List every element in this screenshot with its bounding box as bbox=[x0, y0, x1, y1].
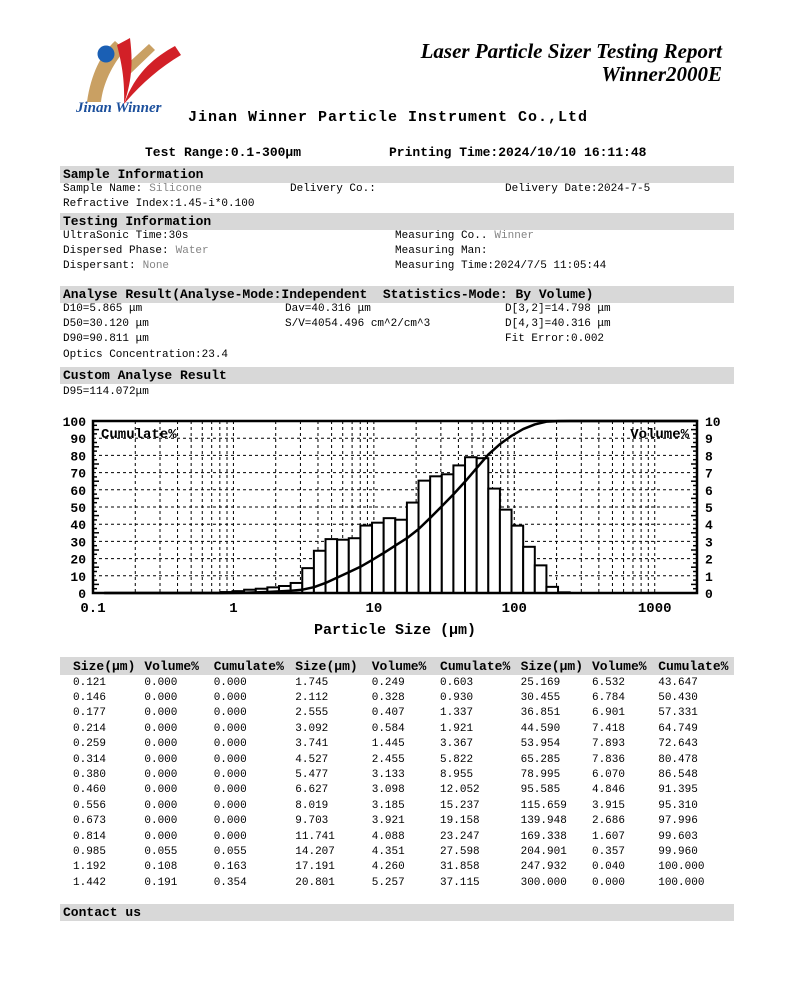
table-cell: 30.455 bbox=[520, 692, 561, 705]
table-cell: 1.607 bbox=[591, 830, 625, 843]
size-distribution-table-body bbox=[60, 675, 734, 890]
right-axis-tick: 10 bbox=[705, 415, 721, 430]
measuring-co: Measuring Co.. Winner bbox=[395, 230, 535, 242]
analyse-sv: S/V=4054.496 cm^2/cm^3 bbox=[285, 318, 431, 330]
table-cell: 86.548 bbox=[658, 769, 698, 782]
table-cell: 1.445 bbox=[371, 738, 405, 751]
volume-bar bbox=[395, 520, 407, 593]
table-cell: 3.921 bbox=[371, 815, 405, 828]
table-cell: 0.000 bbox=[144, 799, 178, 812]
table-cell: 0.000 bbox=[144, 692, 178, 705]
table-cell: 80.478 bbox=[658, 753, 698, 766]
table-row bbox=[60, 783, 734, 798]
table-cell: 0.814 bbox=[73, 830, 107, 843]
section-analyse-result: Analyse Result(Analyse-Mode:Independent Statistics-Mode: By Volume) bbox=[60, 286, 734, 303]
x-axis-tick: 100 bbox=[501, 601, 527, 617]
table-cell: 139.948 bbox=[520, 815, 567, 828]
table-cell: 0.259 bbox=[73, 738, 107, 751]
table-cell: 1.921 bbox=[440, 722, 474, 735]
table-row bbox=[60, 798, 734, 813]
table-cell: 0.357 bbox=[591, 845, 625, 858]
table-cell: 2.455 bbox=[371, 753, 405, 766]
table-cell: 5.822 bbox=[440, 753, 474, 766]
table-cell: 247.932 bbox=[520, 861, 567, 874]
table-cell: 0.000 bbox=[144, 769, 178, 782]
table-cell: 0.380 bbox=[73, 769, 107, 782]
table-cell: 20.801 bbox=[295, 876, 335, 889]
chart-volume-bars bbox=[221, 457, 570, 593]
col-header-size-3: Size(μm) bbox=[508, 657, 579, 675]
left-axis-tick: 70 bbox=[70, 466, 86, 482]
table-cell: 0.000 bbox=[213, 799, 247, 812]
section-custom-analyse-result: Custom Analyse Result bbox=[60, 367, 734, 384]
volume-bar bbox=[442, 474, 454, 593]
x-axis-tick: 10 bbox=[365, 601, 383, 617]
table-cell: 0.000 bbox=[213, 784, 247, 797]
table-cell: 97.996 bbox=[658, 815, 698, 828]
table-cell: 100.000 bbox=[658, 876, 705, 889]
table-cell: 4.351 bbox=[371, 845, 405, 858]
table-cell: 15.237 bbox=[440, 799, 480, 812]
analyse-d43: D[4,3]=40.316 μm bbox=[505, 318, 611, 330]
analyse-d10: D10=5.865 μm bbox=[63, 303, 143, 315]
table-cell: 0.000 bbox=[213, 692, 247, 705]
table-cell: 6.532 bbox=[591, 676, 625, 689]
table-row bbox=[60, 829, 734, 844]
table-row bbox=[60, 844, 734, 859]
table-cell: 1.192 bbox=[73, 861, 107, 874]
table-row bbox=[60, 752, 734, 767]
volume-bar bbox=[419, 481, 431, 593]
table-cell: 11.741 bbox=[295, 830, 335, 843]
table-cell: 7.418 bbox=[591, 722, 625, 735]
table-cell: 7.836 bbox=[591, 753, 625, 766]
col-header-volume-3: Volume% bbox=[579, 657, 645, 675]
table-cell: 0.000 bbox=[213, 676, 247, 689]
company-name: Jinan Winner Particle Instrument Co.,Ltd bbox=[188, 109, 589, 126]
section-testing-information: Testing Information bbox=[60, 213, 734, 230]
left-axis-tick: 90 bbox=[70, 432, 86, 448]
table-cell: 3.367 bbox=[440, 738, 474, 751]
table-cell: 0.191 bbox=[144, 876, 178, 889]
table-cell: 23.247 bbox=[440, 830, 480, 843]
table-cell: 0.000 bbox=[213, 815, 247, 828]
table-cell: 3.133 bbox=[371, 769, 405, 782]
table-cell: 19.158 bbox=[440, 815, 480, 828]
x-axis-label: Particle Size (μm) bbox=[313, 622, 477, 639]
brand-name: Jinan Winner bbox=[76, 100, 162, 116]
delivery-co: Delivery Co.: bbox=[290, 183, 383, 196]
sample-name-value: Silicone bbox=[149, 183, 203, 195]
left-axis-tick: 30 bbox=[70, 535, 86, 551]
table-cell: 1.745 bbox=[295, 676, 329, 689]
table-cell: 53.954 bbox=[520, 738, 561, 751]
table-cell: 0.163 bbox=[213, 861, 247, 874]
table-cell: 6.901 bbox=[591, 707, 625, 720]
right-axis-tick: 4 bbox=[705, 518, 713, 534]
table-cell: 65.285 bbox=[520, 753, 561, 766]
col-header-size-1: Size(μm) bbox=[60, 657, 131, 675]
col-header-size-2: Size(μm) bbox=[282, 657, 358, 675]
table-cell: 0.000 bbox=[144, 707, 178, 720]
table-cell: 0.000 bbox=[144, 753, 178, 766]
table-cell: 0.146 bbox=[73, 692, 107, 705]
table-cell: 0.000 bbox=[213, 769, 247, 782]
col-header-volume-2: Volume% bbox=[359, 657, 427, 675]
left-axis-tick: 50 bbox=[70, 501, 86, 516]
table-cell: 2.112 bbox=[295, 692, 329, 705]
right-axis-tick: 0 bbox=[705, 587, 713, 602]
table-cell: 99.603 bbox=[658, 830, 698, 843]
particle-size-chart bbox=[0, 408, 794, 643]
table-cell: 0.584 bbox=[371, 722, 405, 735]
table-cell: 8.955 bbox=[440, 769, 474, 782]
table-cell: 6.627 bbox=[295, 784, 329, 797]
table-cell: 0.000 bbox=[144, 676, 178, 689]
table-cell: 37.115 bbox=[440, 876, 480, 889]
table-cell: 0.407 bbox=[371, 707, 405, 720]
table-cell: 3.185 bbox=[371, 799, 405, 812]
left-axis-tick: 10 bbox=[70, 569, 86, 585]
printing-time: Printing Time:2024/10/10 16:11:48 bbox=[389, 145, 647, 160]
col-header-cumulate-3: Cumulate% bbox=[645, 657, 734, 675]
left-axis-tick: 80 bbox=[70, 449, 86, 465]
table-cell: 4.088 bbox=[371, 830, 405, 843]
table-row bbox=[60, 875, 734, 890]
col-header-cumulate-1: Cumulate% bbox=[201, 657, 283, 675]
table-cell: 0.000 bbox=[144, 784, 178, 797]
table-cell: 0.177 bbox=[73, 707, 107, 720]
volume-bar bbox=[360, 526, 372, 593]
section-sample-information: Sample Information bbox=[60, 166, 734, 183]
table-row bbox=[60, 737, 734, 752]
right-axis-tick: 2 bbox=[705, 552, 713, 568]
company-logo bbox=[75, 28, 185, 104]
logo-red-right-shape bbox=[124, 46, 181, 104]
report-title: Laser Particle Sizer Testing Report bbox=[420, 39, 722, 63]
table-cell: 95.310 bbox=[658, 799, 698, 812]
dispersed-phase: Dispersed Phase: Water bbox=[63, 245, 209, 257]
table-cell: 0.000 bbox=[213, 830, 247, 843]
table-cell: 5.477 bbox=[295, 769, 329, 782]
table-cell: 0.000 bbox=[591, 876, 625, 889]
table-cell: 0.055 bbox=[144, 845, 178, 858]
table-cell: 6.070 bbox=[591, 769, 625, 782]
table-header-row bbox=[60, 657, 734, 675]
section-contact-us: Contact us bbox=[60, 904, 734, 921]
table-row bbox=[60, 721, 734, 736]
x-axis-tick: 1000 bbox=[637, 601, 672, 617]
table-cell: 64.749 bbox=[658, 722, 698, 735]
table-cell: 17.191 bbox=[295, 861, 335, 874]
table-cell: 0.354 bbox=[213, 876, 247, 889]
table-cell: 0.000 bbox=[213, 722, 247, 735]
volume-bar bbox=[500, 510, 512, 593]
table-cell: 0.249 bbox=[371, 676, 405, 689]
table-cell: 169.338 bbox=[520, 830, 567, 843]
right-axis-tick: 6 bbox=[705, 483, 713, 499]
col-header-volume-1: Volume% bbox=[131, 657, 200, 675]
table-cell: 6.784 bbox=[591, 692, 625, 705]
table-cell: 3.098 bbox=[371, 784, 405, 797]
volume-bar bbox=[477, 458, 489, 593]
left-axis-label: Cumulate% bbox=[101, 427, 177, 443]
table-cell: 3.092 bbox=[295, 722, 329, 735]
analyse-fit-error: Fit Error:0.002 bbox=[505, 333, 605, 345]
volume-bar bbox=[465, 457, 477, 593]
table-cell: 57.331 bbox=[658, 707, 698, 720]
right-axis-tick: 9 bbox=[705, 432, 713, 448]
table-cell: 4.846 bbox=[591, 784, 625, 797]
table-cell: 36.851 bbox=[520, 707, 561, 720]
col-header-cumulate-2: Cumulate% bbox=[427, 657, 508, 675]
table-cell: 0.328 bbox=[371, 692, 405, 705]
table-cell: 8.019 bbox=[295, 799, 329, 812]
dispersant-value: None bbox=[142, 260, 170, 272]
analyse-d50: D50=30.120 μm bbox=[63, 318, 149, 330]
table-cell: 99.960 bbox=[658, 845, 698, 858]
table-cell: 95.585 bbox=[520, 784, 561, 797]
analyse-d90: D90=90.811 μm bbox=[63, 333, 149, 345]
table-cell: 14.207 bbox=[295, 845, 335, 858]
table-cell: 27.598 bbox=[440, 845, 480, 858]
table-cell: 31.858 bbox=[440, 861, 480, 874]
table-cell: 0.603 bbox=[440, 676, 474, 689]
table-cell: 43.647 bbox=[658, 676, 698, 689]
logo-blue-dot bbox=[98, 46, 115, 63]
right-axis-tick: 3 bbox=[705, 535, 713, 551]
volume-bar bbox=[523, 547, 535, 593]
table-cell: 91.395 bbox=[658, 784, 698, 797]
table-cell: 0.556 bbox=[73, 799, 107, 812]
custom-d95: D95=114.072μm bbox=[63, 386, 149, 398]
table-cell: 0.460 bbox=[73, 784, 107, 797]
volume-bar bbox=[337, 540, 349, 593]
table-row bbox=[60, 814, 734, 829]
analyse-dav: Dav=40.316 μm bbox=[285, 303, 371, 315]
table-cell: 72.643 bbox=[658, 738, 698, 751]
table-row bbox=[60, 767, 734, 782]
volume-bar bbox=[488, 489, 500, 593]
instrument-model: Winner2000E bbox=[601, 62, 722, 86]
table-cell: 300.000 bbox=[520, 876, 567, 889]
size-distribution-table bbox=[60, 657, 734, 890]
left-axis-tick: 20 bbox=[70, 552, 86, 568]
volume-bar bbox=[535, 565, 547, 593]
x-axis-tick: 0.1 bbox=[80, 601, 106, 617]
right-axis-tick: 5 bbox=[705, 501, 713, 516]
left-axis-tick: 0 bbox=[78, 587, 86, 602]
table-cell: 0.121 bbox=[73, 676, 107, 689]
table-cell: 0.930 bbox=[440, 692, 474, 705]
table-cell: 25.169 bbox=[520, 676, 561, 689]
ultrasonic-time: UltraSonic Time:30s bbox=[63, 230, 189, 242]
volume-bar bbox=[326, 539, 338, 593]
table-cell: 0.673 bbox=[73, 815, 107, 828]
table-cell: 78.995 bbox=[520, 769, 561, 782]
measuring-man: Measuring Man: bbox=[395, 245, 488, 257]
table-cell: 7.893 bbox=[591, 738, 625, 751]
left-axis-tick: 60 bbox=[70, 483, 86, 499]
volume-bar bbox=[512, 526, 524, 593]
table-cell: 0.985 bbox=[73, 845, 107, 858]
measuring-co-value: Winner bbox=[494, 230, 535, 242]
table-cell: 4.260 bbox=[371, 861, 405, 874]
table-cell: 1.337 bbox=[440, 707, 474, 720]
delivery-co-value bbox=[376, 183, 383, 195]
x-axis-tick: 1 bbox=[229, 601, 238, 617]
right-axis-tick: 7 bbox=[705, 466, 713, 482]
table-cell: 0.214 bbox=[73, 722, 107, 735]
table-cell: 5.257 bbox=[371, 876, 405, 889]
right-axis-tick: 8 bbox=[705, 449, 713, 465]
table-cell: 1.442 bbox=[73, 876, 107, 889]
table-cell: 0.000 bbox=[213, 738, 247, 751]
volume-bar bbox=[430, 476, 442, 593]
table-cell: 9.703 bbox=[295, 815, 329, 828]
table-cell: 0.000 bbox=[144, 738, 178, 751]
table-cell: 0.314 bbox=[73, 753, 107, 766]
left-axis-tick: 40 bbox=[70, 518, 86, 534]
table-cell: 0.055 bbox=[213, 845, 247, 858]
analyse-d32: D[3,2]=14.798 μm bbox=[505, 303, 611, 315]
left-axis-tick: 100 bbox=[62, 415, 86, 430]
table-cell: 50.430 bbox=[658, 692, 698, 705]
sample-name: Sample Name: Silicone bbox=[63, 183, 203, 195]
table-cell: 0.000 bbox=[144, 830, 178, 843]
test-range: Test Range:0.1-300μm bbox=[145, 145, 302, 160]
table-cell: 2.686 bbox=[591, 815, 625, 828]
table-cell: 3.915 bbox=[591, 799, 625, 812]
volume-bar bbox=[384, 518, 396, 593]
table-cell: 0.000 bbox=[213, 753, 247, 766]
delivery-date: Delivery Date:2024-7-5 bbox=[505, 183, 651, 195]
right-axis-tick: 1 bbox=[705, 569, 713, 585]
table-row bbox=[60, 860, 734, 875]
right-axis-label: Volume% bbox=[630, 427, 689, 443]
table-cell: 0.000 bbox=[144, 815, 178, 828]
table-cell: 0.000 bbox=[144, 722, 178, 735]
table-cell: 4.527 bbox=[295, 753, 329, 766]
volume-bar bbox=[407, 503, 419, 593]
dispersed-phase-value: Water bbox=[175, 245, 209, 257]
dispersant: Dispersant: None bbox=[63, 260, 170, 272]
table-cell: 2.555 bbox=[295, 707, 329, 720]
table-cell: 0.040 bbox=[591, 861, 625, 874]
refractive-index: Refractive Index:1.45-i*0.100 bbox=[63, 198, 255, 210]
table-row bbox=[60, 675, 734, 690]
table-cell: 0.000 bbox=[213, 707, 247, 720]
table-cell: 100.000 bbox=[658, 861, 705, 874]
table-row bbox=[60, 690, 734, 705]
table-cell: 12.052 bbox=[440, 784, 480, 797]
table-cell: 3.741 bbox=[295, 738, 329, 751]
report-title-block bbox=[421, 40, 722, 86]
table-cell: 204.901 bbox=[520, 845, 567, 858]
table-row bbox=[60, 706, 734, 721]
table-cell: 0.108 bbox=[144, 861, 178, 874]
volume-bar bbox=[349, 538, 361, 593]
analyse-optics-concentration: Optics Concentration:23.4 bbox=[63, 349, 229, 361]
table-cell: 115.659 bbox=[520, 799, 567, 812]
table-cell: 44.590 bbox=[520, 722, 561, 735]
measuring-time: Measuring Time:2024/7/5 11:05:44 bbox=[395, 260, 607, 272]
